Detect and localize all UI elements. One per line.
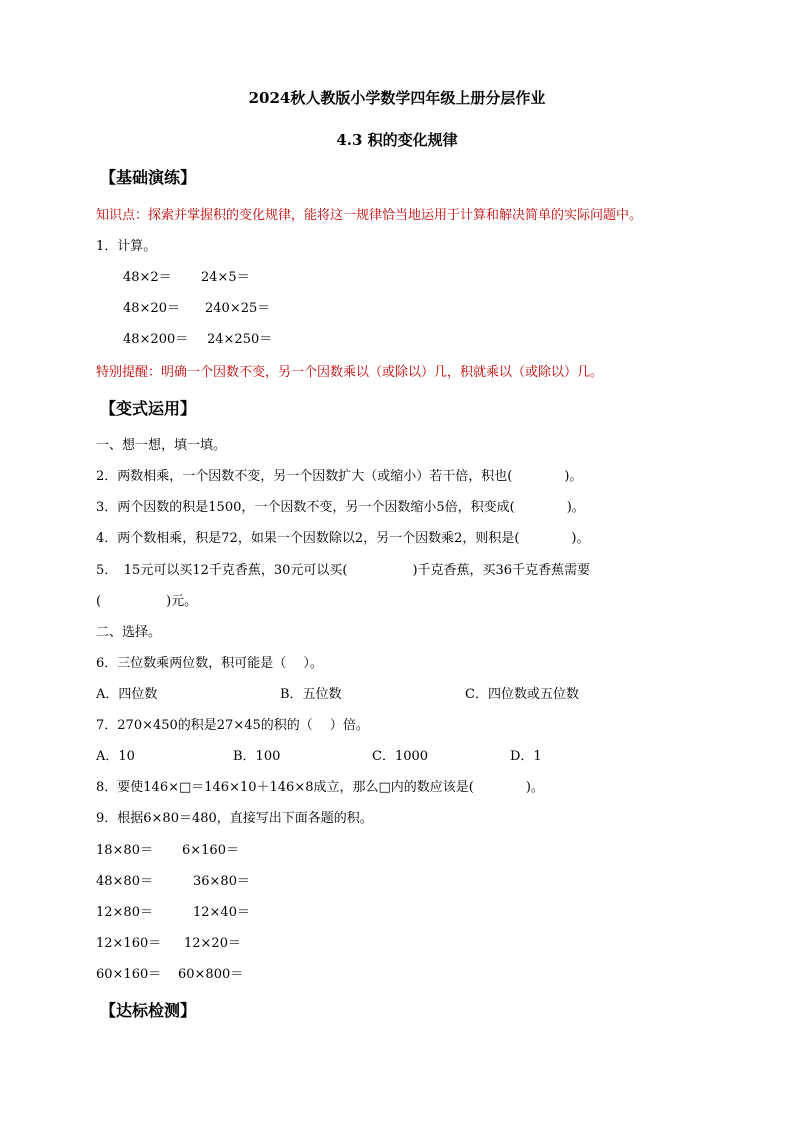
calc-item: 60×160＝ xyxy=(96,967,162,982)
part-1-heading: 一、想一想，填一填。 xyxy=(96,438,227,453)
question-2: 2．两数相乘，一个因数不变，另一个因数扩大（或缩小）若干倍，积也( )。 xyxy=(96,469,583,484)
option-c: C．四位数或五位数 xyxy=(465,687,579,702)
calc-item: 48×20＝ xyxy=(123,301,180,316)
calc-item: 24×5＝ xyxy=(201,270,250,285)
question-7: 7．270×450的积是27×45的积的（ ）倍。 xyxy=(96,718,369,733)
option-b: B．100 xyxy=(233,749,281,764)
calc-item: 48×2＝ xyxy=(123,270,172,285)
option-b: B．五位数 xyxy=(280,687,342,702)
option-d: D．1 xyxy=(510,749,542,764)
question-6: 6．三位数乘两位数，积可能是（ ）。 xyxy=(96,656,323,671)
question-3: 3．两个因数的积是1500，一个因数不变，另一个因数缩小5倍，积变成( )。 xyxy=(96,500,585,515)
calc-item: 12×80＝ xyxy=(96,905,153,920)
calc-item: 36×80＝ xyxy=(193,874,250,889)
question-1: 1．计算。 xyxy=(96,239,157,254)
calc-item: 12×40＝ xyxy=(193,905,250,920)
question-9: 9．根据6×80＝480，直接写出下面各题的积。 xyxy=(96,811,373,826)
section-heading-basic: 【基础演练】 xyxy=(100,168,197,187)
option-a: A．四位数 xyxy=(96,687,158,702)
page-subtitle: 4.3 积的变化规律 xyxy=(336,131,458,149)
calc-item: 12×160＝ xyxy=(96,936,162,951)
part-2-heading: 二、选择。 xyxy=(96,625,162,640)
calc-item: 12×20＝ xyxy=(184,936,241,951)
knowledge-point: 知识点：探索并掌握积的变化规律，能将这一规律恰当地运用于计算和解决简单的实际问题中。 xyxy=(96,208,643,223)
question-5: 5． 15元可以买12千克香蕉，30元可以买( )千克香蕉，买36千克香蕉需要 xyxy=(96,563,591,578)
option-c: C．1000 xyxy=(372,749,429,764)
question-5-continued: ( )元。 xyxy=(96,594,198,609)
calc-item: 60×800＝ xyxy=(178,967,244,982)
section-heading-test: 【达标检测】 xyxy=(100,1001,197,1020)
calc-item: 24×250＝ xyxy=(207,332,273,347)
calc-item: 48×80＝ xyxy=(96,874,153,889)
calc-item: 240×25＝ xyxy=(205,301,271,316)
page-title: 2024秋人教版小学数学四年级上册分层作业 xyxy=(248,89,546,107)
question-4: 4．两个数相乘，积是72，如果一个因数除以2，另一个因数乘2，则积是( )。 xyxy=(96,531,590,546)
option-a: A．10 xyxy=(96,749,135,764)
special-reminder: 特别提醒：明确一个因数不变，另一个因数乘以（或除以）几，积就乘以（或除以）几。 xyxy=(96,365,604,380)
calc-item: 18×80＝ xyxy=(96,843,153,858)
question-8: 8．要使146×□＝146×10＋146×8成立，那么□内的数应该是( )。 xyxy=(96,780,544,795)
calc-item: 48×200＝ xyxy=(123,332,189,347)
section-heading-variant: 【变式运用】 xyxy=(100,399,197,418)
calc-item: 6×160＝ xyxy=(182,843,239,858)
